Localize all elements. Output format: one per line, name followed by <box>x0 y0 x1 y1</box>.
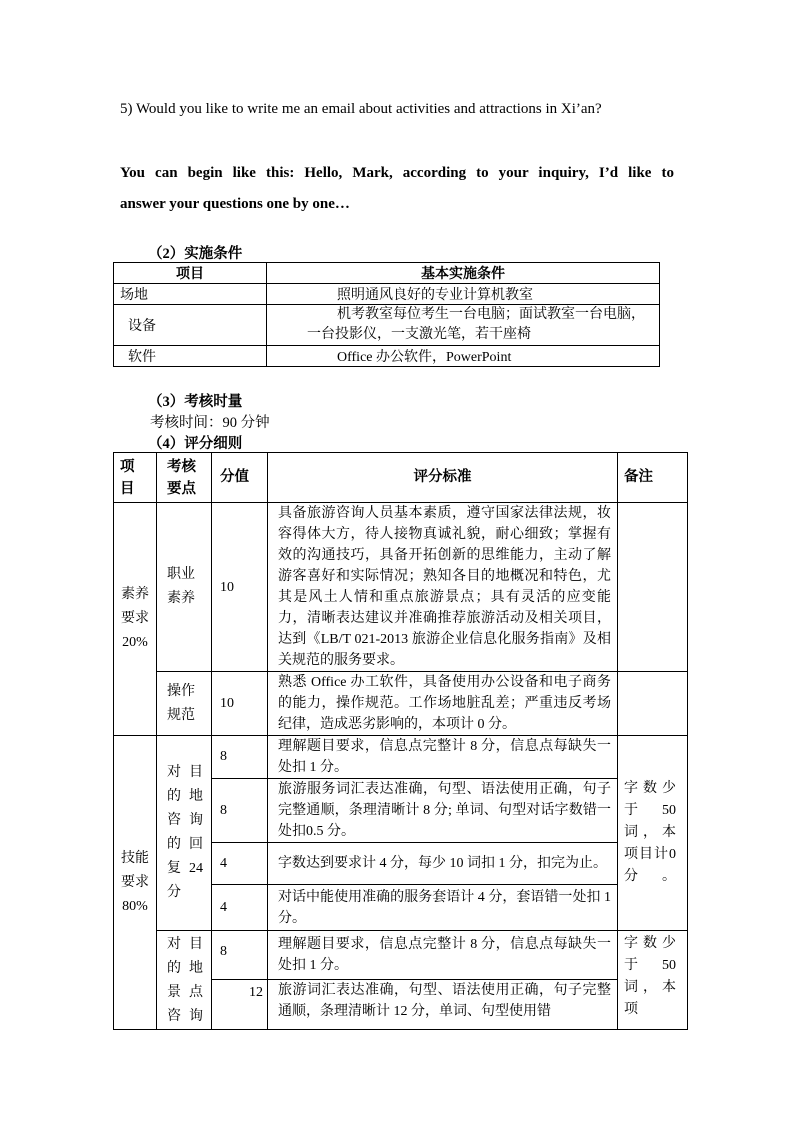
standard-text: 具备旅游咨询人员基本素质，遵守国家法律法规，妆容得体大方，待人接物真诚礼貌，耐心细致；掌握有效的沟通技巧，具备开拓创新的思维能力，主动了解游客喜好和实际情况；熟知各目的地概况和特色，尤其是风土人情和重点旅游景点；具有灵活的应变能力，清晰表达建议并准确推荐旅游活动及相关项目，达到《LB/T 021-2013 旅游企业信息化服务指南》及相关规范的服务要求。 <box>268 503 618 672</box>
header-score: 分值 <box>212 453 268 503</box>
table-row <box>114 672 688 736</box>
table-header-row <box>114 453 688 503</box>
question-5: 5) Would you like to write me an email about activities and attractions in Xi’an? <box>120 101 602 117</box>
note-empty <box>618 503 688 672</box>
row-item: 设备 <box>114 305 267 346</box>
exam-time: 考核时间：90 分钟 <box>150 415 270 431</box>
note-word-count: 字数少于50词，本项目计0分。 <box>618 736 688 931</box>
key-professional: 职业素养 <box>157 503 212 672</box>
header-conditions: 基本实施条件 <box>267 263 660 284</box>
score: 10 <box>212 503 268 672</box>
scoring-table <box>113 452 688 1030</box>
table-row <box>114 503 688 672</box>
begin-instruction-line1: You can begin like this: Hello, Mark, according to your inquiry, I’d like to <box>120 165 674 181</box>
standard-text: 对话中能使用准确的服务套语计 4 分，套语错一处扣 1 分。 <box>268 885 618 931</box>
table-row <box>114 305 660 346</box>
row-condition: 机考教室每位考生一台电脑；面试教室一台电脑，一台投影仪，一支激光笔，若干座椅 <box>267 305 660 346</box>
row-condition: 照明通风良好的专业计算机教室 <box>267 284 660 305</box>
table-row <box>114 736 688 779</box>
note-empty <box>618 672 688 736</box>
standard-text: 理解题目要求，信息点完整计 8 分，信息点每缺失一处扣 1 分。 <box>268 931 618 980</box>
header-item: 项目 <box>114 453 157 503</box>
table-header-row <box>114 263 660 284</box>
group-quality-label: 素养要求20% <box>114 503 157 736</box>
score: 8 <box>212 931 268 980</box>
row-item: 场地 <box>114 284 267 305</box>
table-row <box>114 931 688 980</box>
score: 8 <box>212 779 268 843</box>
score: 8 <box>212 736 268 779</box>
group-skill-label: 技能要求80% <box>114 736 157 1030</box>
standard-text: 熟悉 Office 办工软件，具备使用办公设备和电子商务的能力，操作规范。工作场地脏乱差；严重违反考场纪律，造成恶劣影响的，本项计 0 分。 <box>268 672 618 736</box>
section3-heading: （3）考核时量 <box>148 394 243 410</box>
row-condition: Office 办公软件，PowerPoint <box>267 346 660 367</box>
score: 4 <box>212 885 268 931</box>
standard-text: 理解题目要求，信息点完整计 8 分，信息点每缺失一处扣 1 分。 <box>268 736 618 779</box>
header-note: 备注 <box>618 453 688 503</box>
score: 12 <box>212 979 268 1029</box>
table-row <box>114 284 660 305</box>
standard-text: 旅游词汇表达准确，句型、语法使用正确，句子完整通顺，条理清晰计 12 分，单词、句型使用错 <box>268 979 618 1029</box>
standard-text: 旅游服务词汇表达准确，句型、语法使用正确，句子完整通顺，条理清晰计 8 分; 单词、句型对话字数错一处扣0.5 分。 <box>268 779 618 843</box>
standard-text: 字数达到要求计 4 分，每少 10 词扣 1 分，扣完为止。 <box>268 843 618 885</box>
section2-heading: （2）实施条件 <box>148 246 243 262</box>
header-item: 项目 <box>114 263 267 284</box>
table-row <box>114 346 660 367</box>
begin-instruction-line2: answer your questions one by one… <box>120 196 350 212</box>
section4-heading: （4）评分细则 <box>148 436 243 452</box>
row-item: 软件 <box>114 346 267 367</box>
key-destination-reply: 对目的地咨询的回复24分 <box>157 736 212 931</box>
score: 10 <box>212 672 268 736</box>
note-word-count: 字数少于50词，本项 <box>618 931 688 1030</box>
conditions-table <box>113 262 660 367</box>
header-key: 考核要点 <box>157 453 212 503</box>
key-operation: 操作规范 <box>157 672 212 736</box>
header-standard: 评分标准 <box>268 453 618 503</box>
key-attraction-consult: 对目的地景点咨询 <box>157 931 212 1030</box>
score: 4 <box>212 843 268 885</box>
